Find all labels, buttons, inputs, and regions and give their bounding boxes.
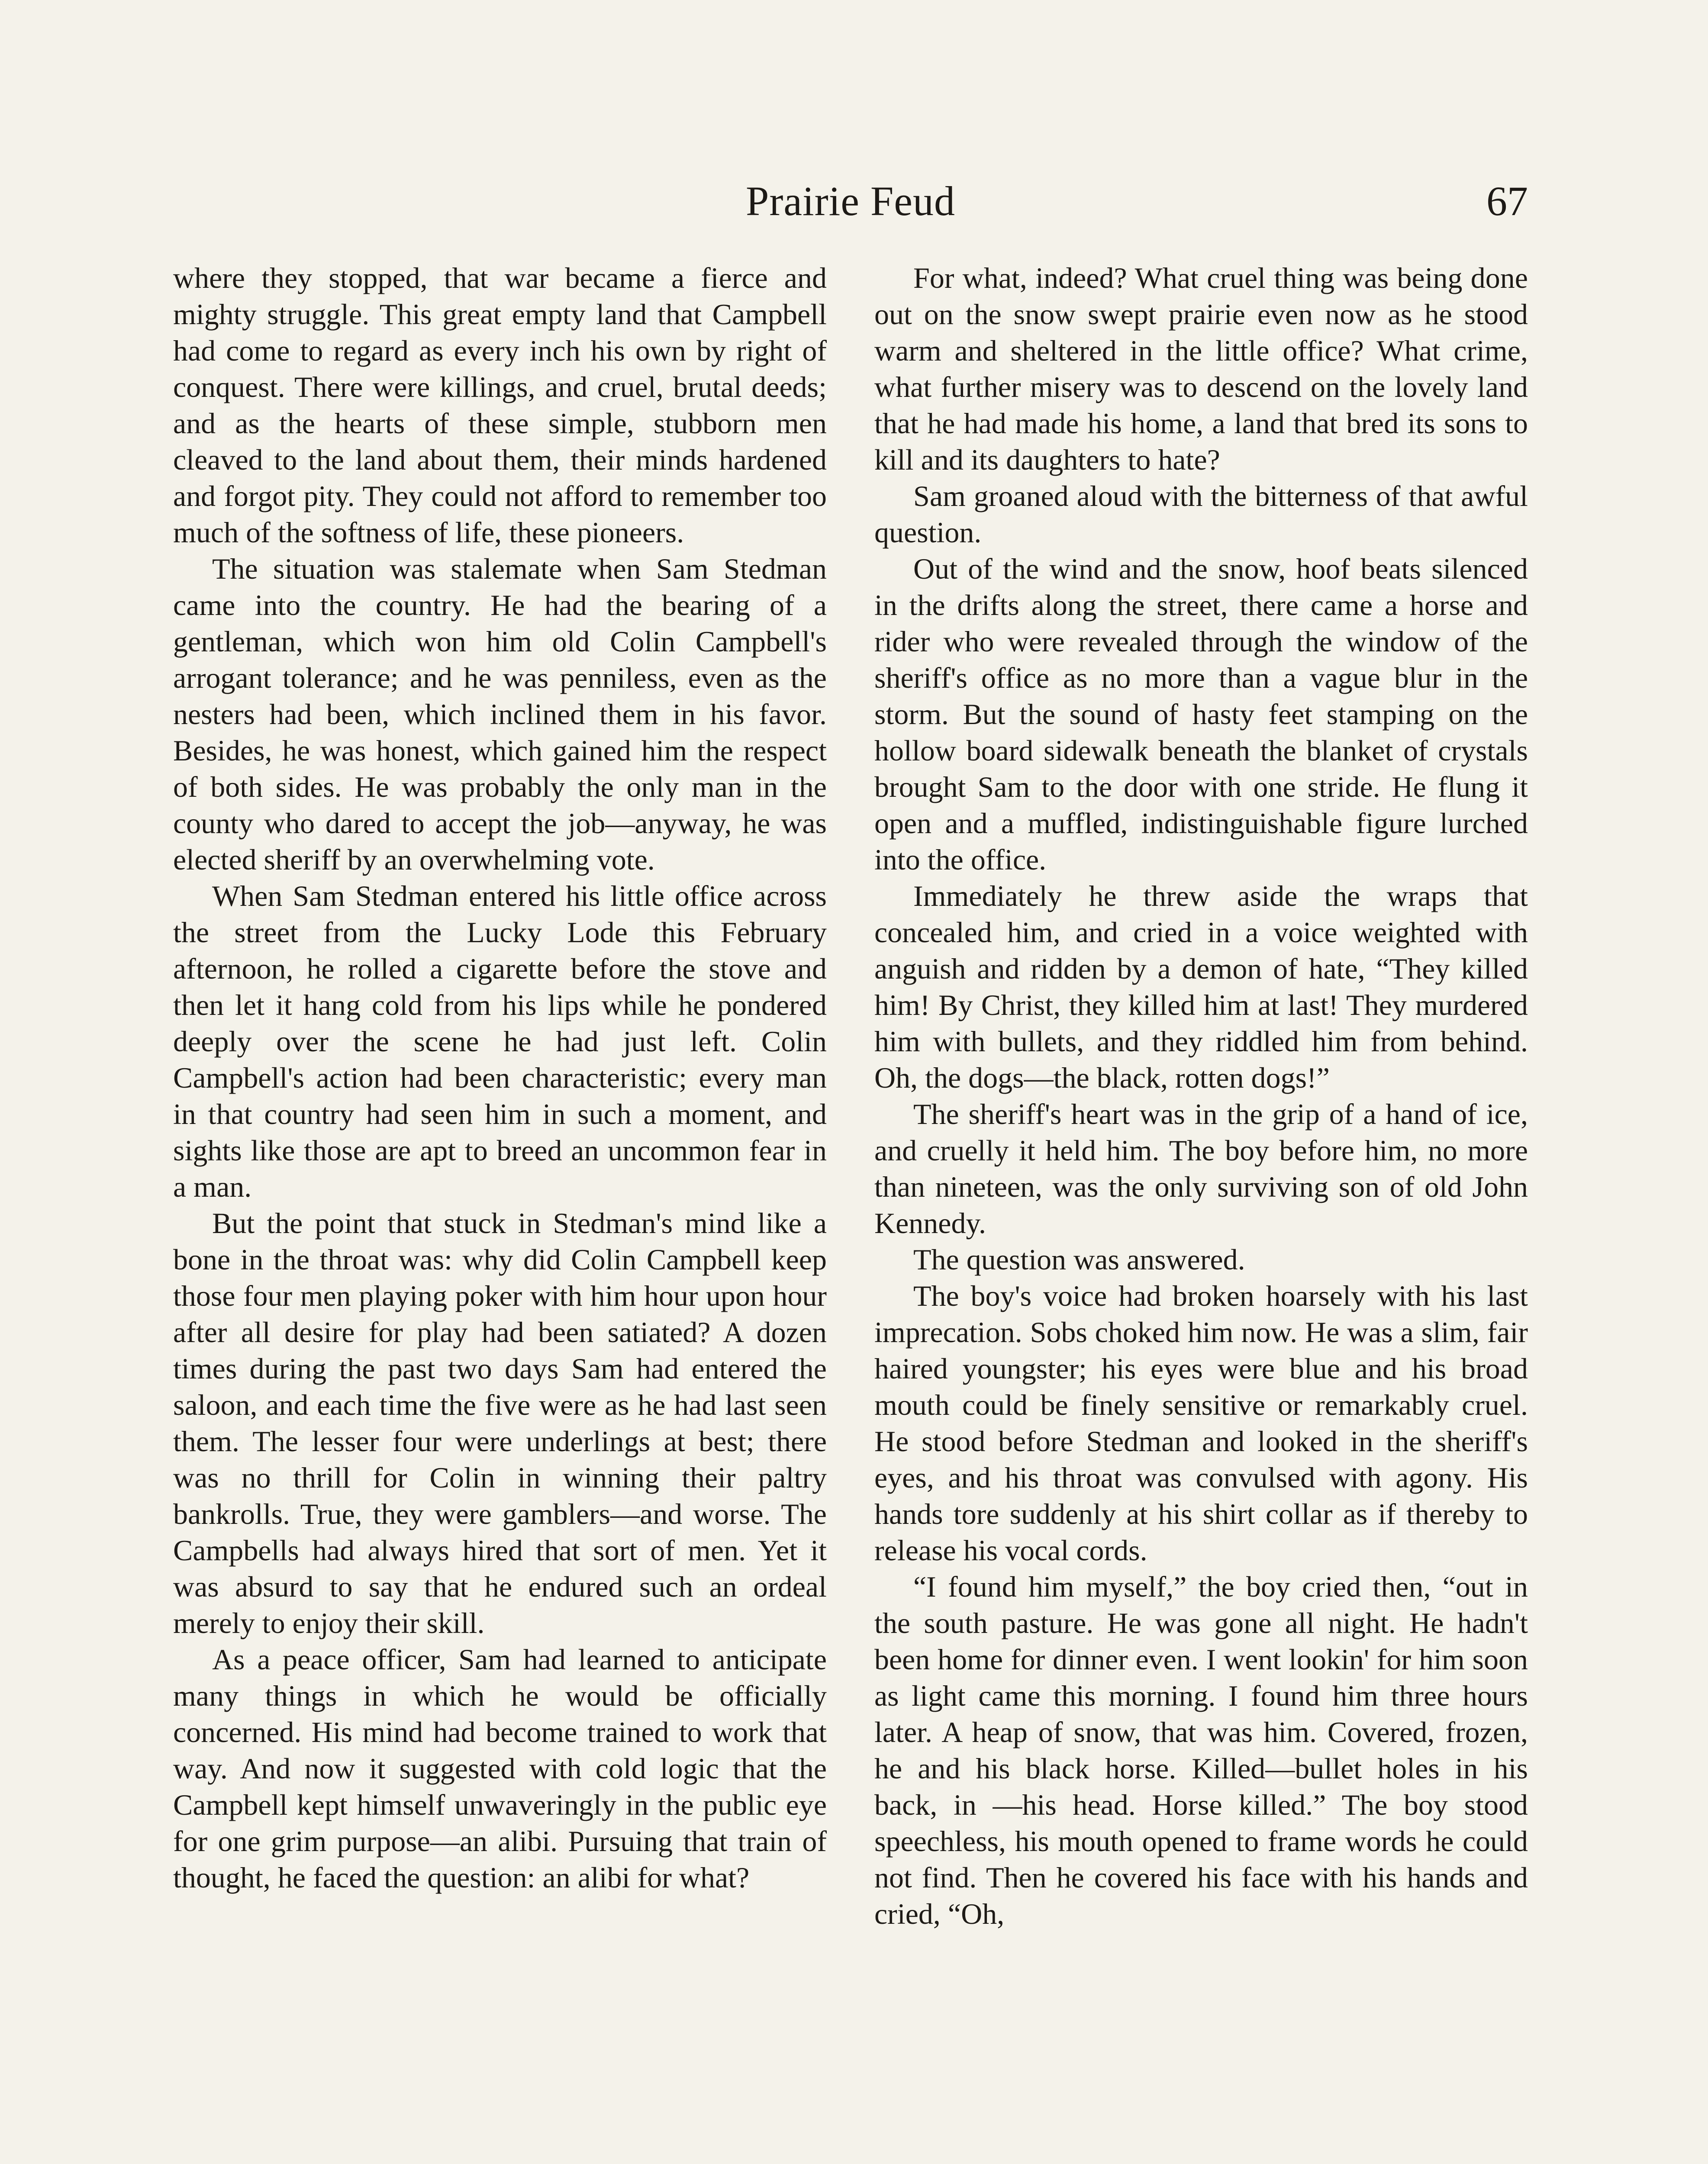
paragraph: But the point that stuck in Stedman's mind like a bone in the throat was: why did Colin Campbell keep those four men playing poker with him hour upon hour after all desire for play had been satiated? A dozen times during the past two days Sam had entered the saloon, and each time the five were as he had last seen them. The lesser four were underlings at best; there was no thrill for Colin in winning their paltry bankrolls. True, they were gamblers—and worse. The Campbells had always hired that sort of men. Yet it was absurd to say that he endured such an ordeal merely to enjoy their skill.	[173, 1207, 827, 1639]
page-number: 67	[1486, 178, 1528, 224]
paragraph: For what, indeed? What cruel thing was being done out on the snow swept prairie even now as he stood warm and sheltered in the little office? What crime, what further misery was to descend on the lovely land that he had made his home, a land that bred its sons to kill and its daughters to hate?	[874, 261, 1528, 476]
paragraph: Sam groaned aloud with the bitterness of that awful question.	[874, 480, 1528, 549]
paragraph: Immediately he threw aside the wraps that concealed him, and cried in a voice weighted with anguish and ridden by a demon of hate, “They killed him! By Christ, they killed him at last! They murdered him with bullets, and they riddled him from behind. Oh, the dogs—the black, rotten dogs!”	[874, 879, 1528, 1094]
paragraph: The question was answered.	[913, 1243, 1245, 1276]
paragraph: Out of the wind and the snow, hoof beats silenced in the drifts along the street, there came a horse and rider who were revealed through the window of the sheriff's office as no more than a vague blur in the storm. But the sound of hasty feet stamping on the hollow board sidewalk beneath the blanket of crystals brought Sam to the door with one stride. He flung it open and a muffled, indistinguishable figure lurched into the office.	[874, 552, 1528, 876]
paragraph: The sheriff's heart was in the grip of a hand of ice, and cruelly it held him. The boy before him, no more than nineteen, was the only surviving son of old John Kennedy.	[874, 1098, 1528, 1240]
right-column	[874, 260, 1528, 1932]
page-header	[173, 173, 1528, 229]
left-column	[173, 260, 827, 1896]
paragraph: The boy's voice had broken hoarsely with his last imprecation. Sobs choked him now. He was a slim, fair haired youngster; his eyes were blue and his broad mouth could be finely sensitive or remarkably cruel. He stood before Stedman and looked in the sheriff's eyes, and his throat was convulsed with agony. His hands tore suddenly at his shirt collar as if thereby to release his vocal cords.	[874, 1279, 1528, 1567]
paragraph: When Sam Stedman entered his little office across the street from the Lucky Lode this February afternoon, he rolled a cigarette before the stove and then let it hang cold from his lips while he pondered deeply over the scene he had just left. Colin Campbell's action had been characteristic; every man in that country had seen him in such a moment, and sights like those are apt to breed an uncommon fear in a man.	[173, 879, 827, 1203]
paragraph: The situation was stalemate when Sam Stedman came into the country. He had the bearing of a gentleman, which won him old Colin Campbell's arrogant tolerance; and he was penniless, even as the nesters had been, which inclined them in his favor. Besides, he was honest, which gained him the respect of both sides. He was probably the only man in the county who dared to accept the job—anyway, he was elected sheriff by an overwhelming vote.	[173, 552, 827, 876]
paragraph: As a peace officer, Sam had learned to anticipate many things in which he would be officially concerned. His mind had become trained to work that way. And now it suggested with cold logic that the Campbell kept himself unwaveringly in the public eye for one grim purpose—an alibi. Pursuing that train of thought, he faced the question: an alibi for what?	[173, 1643, 827, 1894]
paragraph: “I found him myself,” the boy cried then, “out in the south pasture. He was gone all night. He hadn't been home for dinner even. I went lookin' for him soon as light came this morning. I found him three hours later. A heap of snow, that was him. Covered, frozen, he and his black horse. Killed—bullet holes in his back, in —his head. Horse killed.” The boy stood speechless, his mouth opened to frame words he could not find. Then he covered his face with his hands and cried, “Oh,	[874, 1570, 1528, 1930]
running-title: Prairie Feud	[746, 178, 955, 224]
paragraph: where they stopped, that war became a fierce and mighty struggle. This great empty land that Campbell had come to regard as every inch his own by right of conquest. There were killings, and cruel, brutal deeds; and as the hearts of these simple, stubborn men cleaved to the land about them, their minds hardened and forgot pity. They could not afford to remember too much of the softness of life, these pioneers.	[173, 261, 827, 549]
